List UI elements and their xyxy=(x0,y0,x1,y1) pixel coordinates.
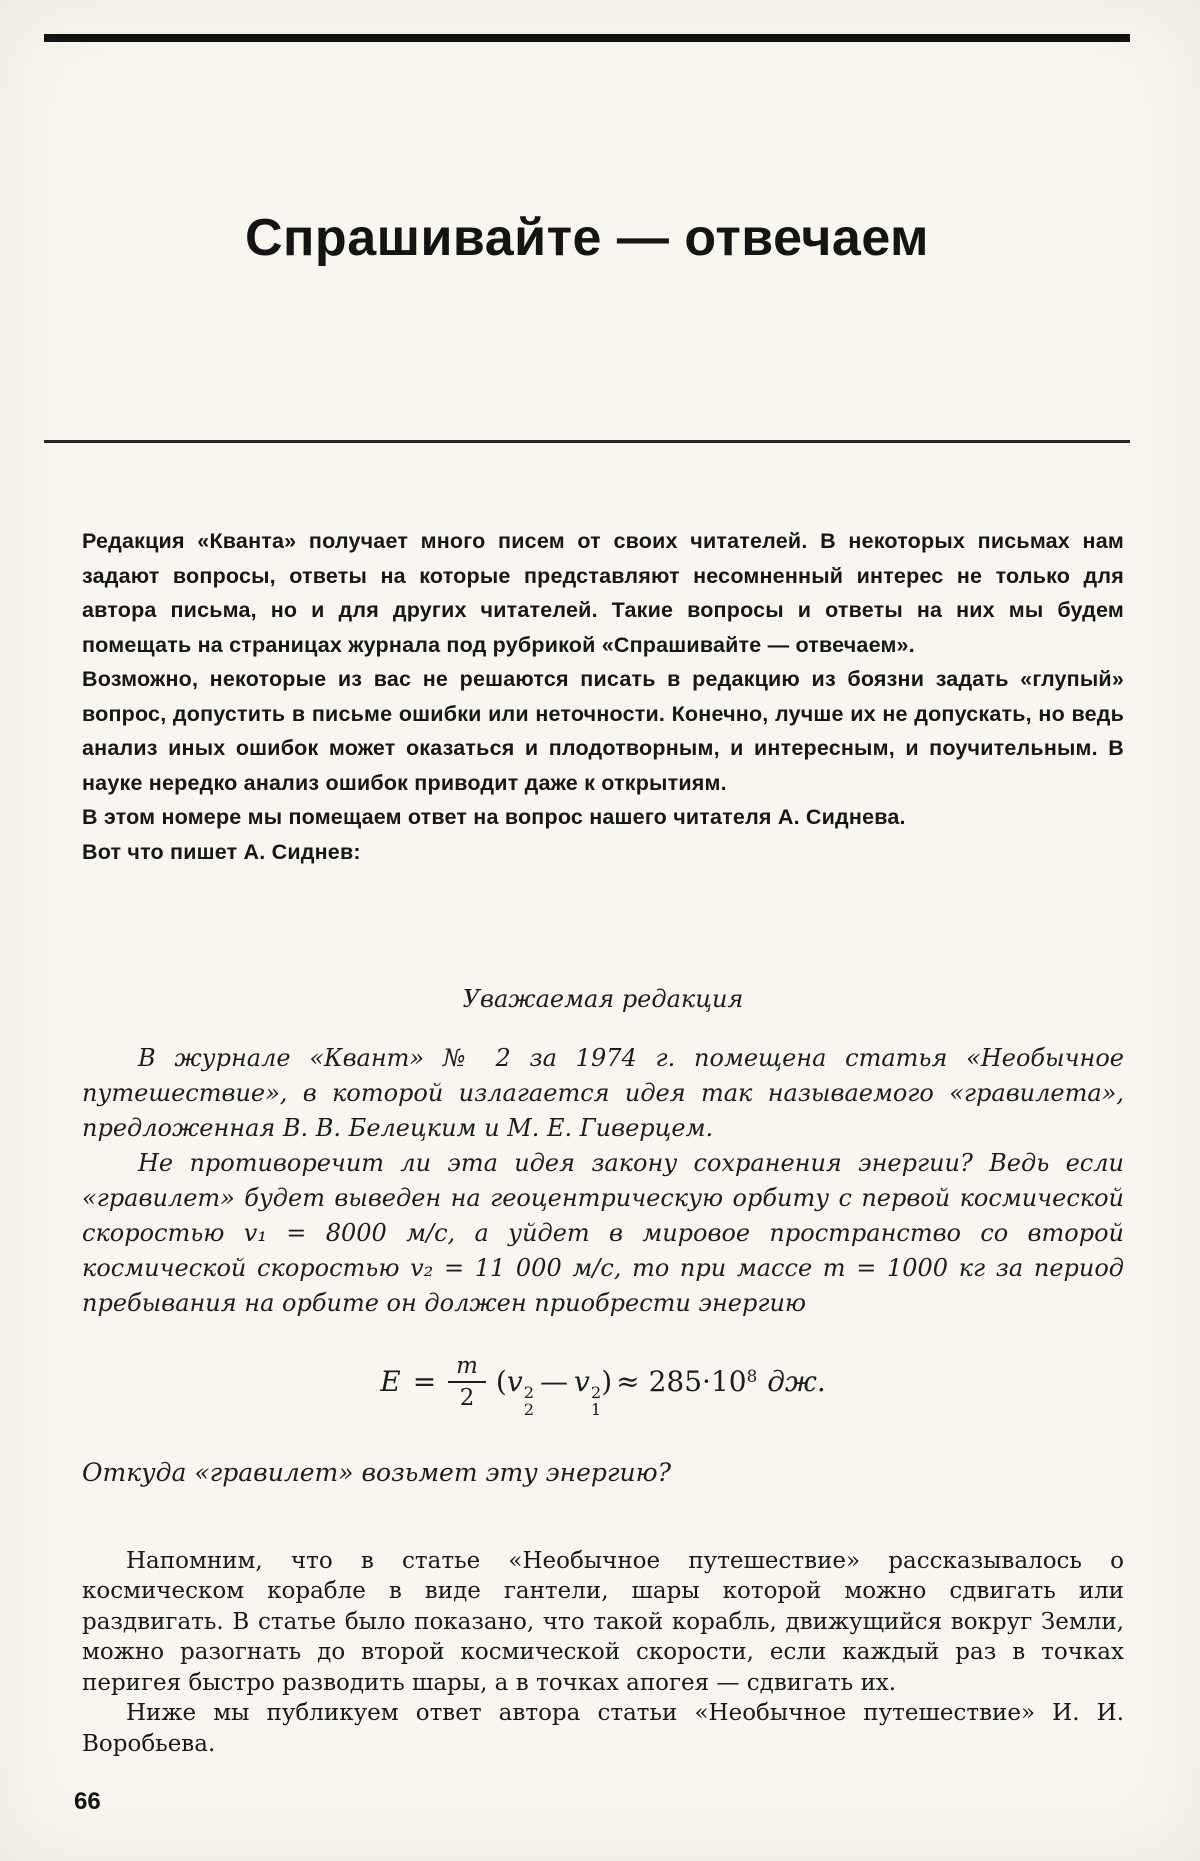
formula-v-symbol: v xyxy=(574,1365,590,1399)
formula-denominator: 2 xyxy=(459,1385,475,1412)
formula-open-paren: ( xyxy=(495,1365,507,1399)
letter-salutation: Уважаемая редакция xyxy=(462,985,744,1013)
afterword-paragraph-2: Ниже мы публикуем ответ автора статьи «Необычное путешествие» И. И. Воробьева. xyxy=(82,1700,1124,1757)
formula-equals: = xyxy=(412,1365,437,1399)
editorial-intro xyxy=(82,524,1124,869)
formula-v1-subscript: 1 xyxy=(590,1400,602,1420)
intro-paragraph-1: Редакция «Кванта» получает много писем от своих читателей. В некоторых письмах нам задают вопросы, ответы на которые представляют несомненный интерес не только для автора письма, но и для других читателей. Такие вопросы и ответы на них мы будем помещать на страницах журнала под рубрикой «Спрашивайте — отвечаем». xyxy=(82,529,1124,657)
editorial-afterword xyxy=(82,1546,1124,1760)
formula-unit: дж. xyxy=(767,1365,826,1399)
letter-question: Откуда «гравилет» возьмет эту энергию? xyxy=(82,1457,672,1487)
formula-numerator: m xyxy=(448,1353,486,1383)
formula-v-symbol: v xyxy=(506,1365,523,1399)
afterword-paragraph-1: Напомним, что в статье «Необычное путешествие» рассказывалось о космическом корабле в виде гантели, шары которой можно сдвигать или раздвигать. В статье было показано, что такой корабль, движущийся вокруг Земли, можно разогнать до второй космической скорости, если каждый раз в точках перигея быстро разводить шары, а в точках апогея — сдвигать их. xyxy=(82,1547,1124,1696)
formula-coefficient: 285·10 xyxy=(648,1365,747,1399)
intro-paragraph-3: В этом номере мы помещаем ответ на вопрос нашего читателя А. Сиднева. xyxy=(82,805,906,829)
formula-fraction xyxy=(448,1353,486,1412)
letter-paragraph-1: В журнале «Квант» № 2 за 1974 г. помещена статья «Необычное путешествие», в которой излагается идея так называемого «гравилета», предложенная В. В. Белецким и М. Е. Гиверцем. xyxy=(82,1044,1124,1142)
intro-paragraph-2: Возможно, некоторые из вас не решаются писать в редакцию из боязни задать «глупый» вопрос, допустить в письме ошибки или неточности. Конечно, лучше их не допускать, но ведь анализ иных ошибок может оказаться и плодотворным, и интересным, и поучительным. В науке нередко анализ ошибок приводит даже к открытиям. xyxy=(82,667,1124,795)
formula-v2-superscript: 2 xyxy=(523,1383,535,1403)
page-number: 66 xyxy=(74,1788,101,1815)
letter-paragraph-2: Не противоречит ли эта идея закону сохранения энергии? Ведь если «гравилет» будет выведен на геоцентрическую орбиту с первой космической скоростью v₁ = 8000 м/с, а уйдет в мировое пространство со второй космической скоростью v₂ = 11 000 м/с, то при массе m = 1000 кг за период пребывания на орбите он должен приобрести энергию xyxy=(82,1149,1124,1317)
intro-paragraph-4: Вот что пишет А. Сиднев: xyxy=(82,839,361,864)
formula-v2-subscript: 2 xyxy=(523,1400,535,1420)
formula-minus: — xyxy=(540,1365,569,1399)
formula-v1-term xyxy=(574,1364,601,1418)
energy-formula xyxy=(82,1353,1124,1419)
formula-v1-scripts xyxy=(591,1384,601,1418)
formula-lhs: E xyxy=(380,1365,401,1399)
divider-rule xyxy=(44,440,1130,443)
formula-v2-scripts xyxy=(524,1384,534,1418)
formula-exponent: 8 xyxy=(746,1365,758,1386)
formula-v1-superscript: 2 xyxy=(590,1383,602,1403)
formula-approx: ≈ xyxy=(616,1365,640,1399)
top-rule xyxy=(44,34,1130,42)
formula-v2-term xyxy=(507,1364,534,1418)
reader-letter xyxy=(82,982,1124,1759)
formula-close-paren: ) xyxy=(601,1365,613,1399)
page-title: Спрашивайте — отвечаем xyxy=(244,209,930,267)
